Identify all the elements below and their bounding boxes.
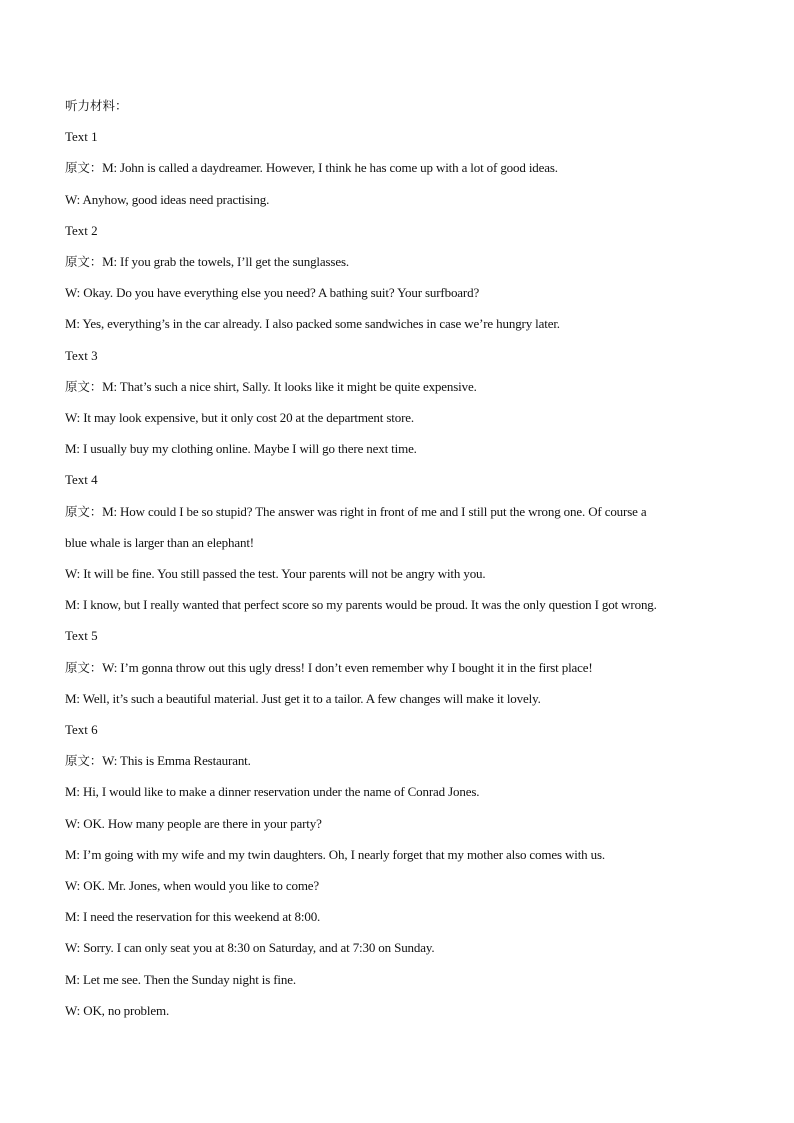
dialogue-text: M: Hi, I would like to make a dinner reservation under the name of Conrad Jones. — [65, 784, 480, 800]
dialogue-text: W: OK, no problem. — [65, 1002, 170, 1018]
section-heading-text: Text 3 — [65, 347, 98, 363]
dialogue-text: W: Anyhow, good ideas need practising. — [65, 191, 270, 207]
section-heading-text: Text 1 — [65, 129, 98, 145]
transcript-first-line — [65, 246, 765, 277]
transcript-line — [65, 308, 765, 339]
original-text-label: 原文： — [65, 503, 103, 519]
transcript-line — [65, 402, 765, 433]
dialogue-text: W: OK. Mr. Jones, when would you like to come? — [65, 878, 320, 894]
transcript-first-line — [65, 745, 765, 776]
transcript-line — [65, 527, 765, 558]
original-text-label: 原文： — [65, 254, 103, 270]
section-heading-text: Text 5 — [65, 628, 98, 644]
dialogue-text: W: Okay. Do you have everything else you need? A bathing suit? Your surfboard? — [65, 285, 480, 301]
dialogue-text: M: I need the reservation for this weekend at 8:00. — [65, 909, 321, 925]
original-text-label: 原文： — [65, 659, 103, 675]
transcript-line — [65, 589, 765, 620]
original-text-label: 原文： — [65, 160, 103, 176]
dialogue-text: W: I’m gonna throw out this ugly dress! I don’t even remember why I bought it in the first place! — [102, 659, 593, 675]
title-text: 听力材料： — [65, 98, 128, 113]
section-heading — [65, 215, 765, 246]
transcript-first-line — [65, 152, 765, 183]
section-heading — [65, 620, 765, 651]
section-heading-text: Text 2 — [65, 222, 98, 238]
section-heading — [65, 340, 765, 371]
transcript-first-line — [65, 496, 765, 527]
dialogue-text: W: OK. How many people are there in your party? — [65, 815, 322, 831]
section-heading — [65, 714, 765, 745]
section-heading — [65, 464, 765, 495]
transcript-line — [65, 683, 765, 714]
transcript-line — [65, 932, 765, 963]
dialogue-text: M: I know, but I really wanted that perfect score so my parents would be proud. It was the only question I got wrong. — [65, 597, 657, 613]
dialogue-text: M: Let me see. Then the Sunday night is fine. — [65, 971, 296, 987]
document-body — [65, 90, 765, 1026]
dialogue-text: M: Yes, everything’s in the car already. I also packed some sandwiches in case we’re hungry later. — [65, 316, 560, 332]
transcript-line — [65, 995, 765, 1026]
dialogue-text: M: That’s such a nice shirt, Sally. It looks like it might be quite expensive. — [102, 378, 477, 394]
dialogue-text: M: I’m going with my wife and my twin daughters. Oh, I nearly forget that my mother also comes with us. — [65, 846, 605, 862]
section-heading-text: Text 6 — [65, 722, 98, 738]
section-heading-text: Text 4 — [65, 472, 98, 488]
transcript-lines — [65, 121, 765, 1026]
dialogue-text: blue whale is larger than an elephant! — [65, 534, 254, 550]
transcript-line — [65, 558, 765, 589]
transcript-line — [65, 184, 765, 215]
transcript-line — [65, 870, 765, 901]
transcript-line — [65, 901, 765, 932]
original-text-label: 原文： — [65, 753, 103, 769]
original-text-label: 原文： — [65, 378, 103, 394]
transcript-line — [65, 839, 765, 870]
dialogue-text: W: It may look expensive, but it only cost 20 at the department store. — [65, 410, 414, 426]
transcript-line — [65, 808, 765, 839]
transcript-line — [65, 776, 765, 807]
transcript-first-line — [65, 652, 765, 683]
transcript-line — [65, 964, 765, 995]
section-heading — [65, 121, 765, 152]
transcript-first-line — [65, 371, 765, 402]
dialogue-text: M: How could I be so stupid? The answer was right in front of me and I still put the wrong one. Of course a — [102, 503, 647, 519]
dialogue-text: W: This is Emma Restaurant. — [102, 753, 251, 769]
dialogue-text: W: Sorry. I can only seat you at 8:30 on Saturday, and at 7:30 on Sunday. — [65, 940, 435, 956]
dialogue-text: M: If you grab the towels, I’ll get the sunglasses. — [102, 254, 349, 270]
transcript-line — [65, 433, 765, 464]
dialogue-text: M: I usually buy my clothing online. Maybe I will go there next time. — [65, 441, 417, 457]
dialogue-text: W: It will be fine. You still passed the test. Your parents will not be angry with you. — [65, 566, 486, 582]
dialogue-text: M: Well, it’s such a beautiful material. Just get it to a tailor. A few changes will make it lovely. — [65, 690, 541, 706]
document-title — [65, 90, 765, 121]
transcript-line — [65, 277, 765, 308]
dialogue-text: M: John is called a daydreamer. However, I think he has come up with a lot of good ideas. — [102, 160, 558, 176]
